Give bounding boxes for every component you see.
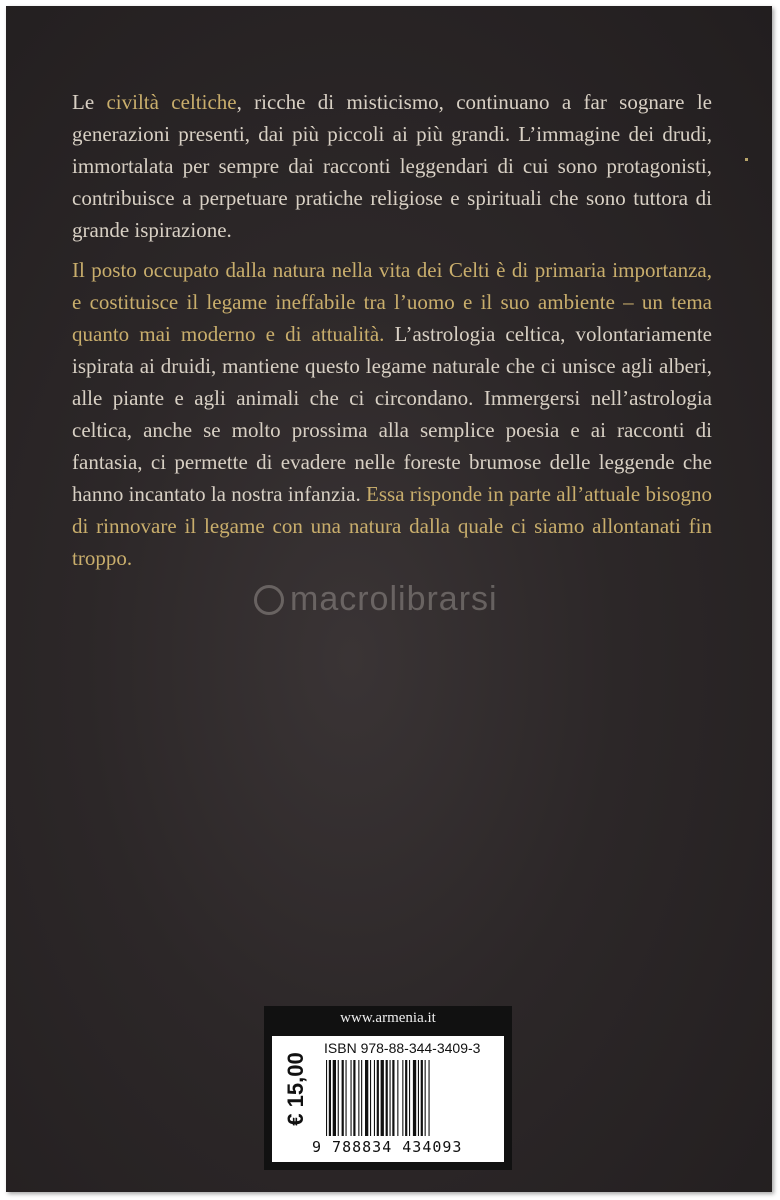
price-label: € 15,00	[283, 1052, 308, 1126]
isbn-text: ISBN 978-88-344-3409-3	[324, 1040, 481, 1056]
publisher-website: www.armenia.it	[340, 1010, 436, 1026]
book-back-cover	[6, 6, 772, 1192]
blurb-paragraph-2: Il posto occupato dalla natura nella vita dei Celti è di primaria importanza, e costituisce il legame ineffabile tra l’uomo e il suo ambiente – un tema quanto mai moderno e di attualità. L’astrologia celtica, volontariamente ispirata ai druidi, mantiene questo legame naturale che ci unisce agli alberi, alle piante e agli animali che ci circondano. Immergersi nell’astrologia celtica, anche se molto prossima alla semplice poesia e ai racconti di fantasia, ci permette di evadere nelle foreste brumose delle leggende che hanno incantato la nostra infanzia. Essa risponde in parte all’attuale bisogno di rinnovare il legame con una natura dalla quale ci siamo allontanati fin troppo.	[72, 258, 712, 570]
decorative-mark	[745, 158, 748, 161]
barcode-label	[272, 1036, 504, 1162]
watermark: macrolibrarsi	[254, 580, 498, 619]
blurb-text	[72, 86, 712, 574]
watermark-logo-icon	[254, 585, 284, 615]
barcode-block	[264, 1006, 512, 1170]
blurb-paragraph-1: Le civiltà celtiche, ricche di misticismo, continuano a far sognare le generazioni presenti, dai più piccoli ai più grandi. L’immagine dei drudi, immortalata per sempre dai racconti leggendari di cui sono protagonisti, contribuisce a perpetuare pratiche religiose e spirituali che sono tuttora di grande ispirazione.	[72, 90, 712, 242]
barcode-icon	[324, 1060, 494, 1136]
barcode-digits: 9 788834 434093	[312, 1138, 463, 1156]
